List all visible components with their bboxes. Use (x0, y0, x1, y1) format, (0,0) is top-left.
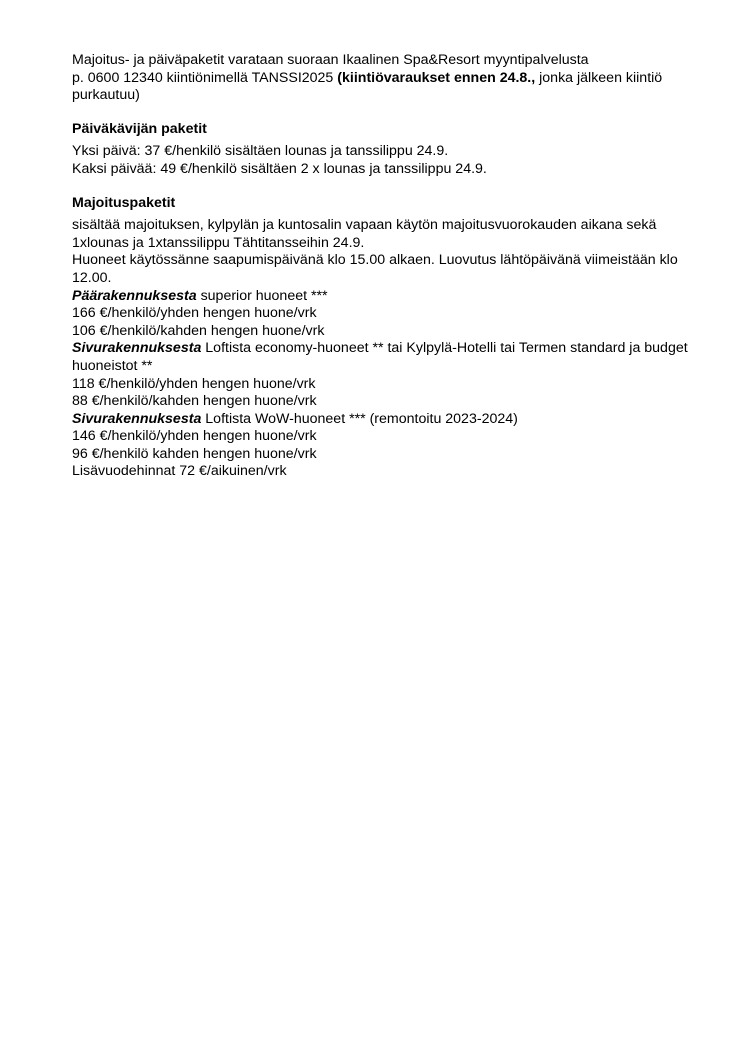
room-group-title: Päärakennuksesta (72, 287, 197, 304)
day-package-two-days: Kaksi päivää: 49 €/henkilö sisältäen 2 x lounas ja tanssilippu 24.9. (72, 160, 487, 177)
checkin-line-2: 12.00. (72, 269, 112, 286)
booking-phone-and-code: p. 0600 12340 kiintiönimellä TANSSI2025 (72, 69, 338, 86)
price-line: 166 €/henkilö/yhden hengen huone/vrk (72, 305, 317, 322)
intro-line-3: purkautuu) (72, 87, 140, 104)
day-packages-list (72, 143, 736, 178)
room-group-desc: Loftista WoW-huoneet *** (remontoitu 2023-2024) (201, 410, 518, 427)
room-group-desc: superior huoneet *** (196, 287, 328, 304)
checkin-line-1: Huoneet käytössänne saapumispäivänä klo 15.00 alkaen. Luovutus lähtöpäivänä viimeistään klo (72, 252, 678, 269)
quota-deadline: (kiintiövaraukset ennen 24.8., (337, 69, 536, 86)
room-group-title: Sivurakennuksesta (72, 410, 202, 427)
accommodation-heading: Majoituspaketit (72, 194, 176, 211)
room-group-side-building-wow (72, 411, 736, 429)
price-line: 96 €/henkilö kahden hengen huone/vrk (72, 445, 317, 462)
price-line: 106 €/henkilö/kahden hengen huone/vrk (72, 322, 325, 339)
intro-line-2 (72, 70, 736, 88)
price-line: 118 €/henkilö/yhden hengen huone/vrk (72, 375, 316, 392)
room-group-desc: Loftista economy-huoneet ** tai Kylpylä-Hotelli tai Termen standard ja budget (201, 340, 688, 357)
accommodation-section (72, 217, 736, 481)
room-group-main-building (72, 288, 736, 306)
room-group-side-building-economy (72, 340, 736, 358)
accommodation-desc-line-1: sisältää majoituksen, kylpylän ja kuntosalin vapaan käytön majoitusvuorokauden aikana sekä (72, 217, 657, 234)
price-line: 146 €/henkilö/yhden hengen huone/vrk (72, 428, 317, 445)
price-line: 88 €/henkilö/kahden hengen huone/vrk (72, 393, 317, 410)
room-group-desc-continued: huoneistot ** (72, 357, 153, 374)
intro-paragraph (72, 52, 736, 105)
extra-bed-price: Lisävuodehinnat 72 €/aikuinen/vrk (72, 463, 287, 480)
room-group-title: Sivurakennuksesta (72, 340, 202, 357)
day-packages-heading: Päiväkävijän paketit (72, 120, 207, 137)
document-page (72, 52, 736, 481)
day-package-one-day: Yksi päivä: 37 €/henkilö sisältäen lounas ja tanssilippu 24.9. (72, 143, 449, 160)
intro-line-2-suffix: jonka jälkeen kiintiö (535, 69, 663, 86)
intro-line-1: Majoitus- ja päiväpaketit varataan suoraan Ikaalinen Spa&Resort myyntipalvelusta (72, 52, 589, 68)
accommodation-desc-line-2: 1xlounas ja 1xtanssilippu Tähtitansseihin 24.9. (72, 234, 365, 251)
